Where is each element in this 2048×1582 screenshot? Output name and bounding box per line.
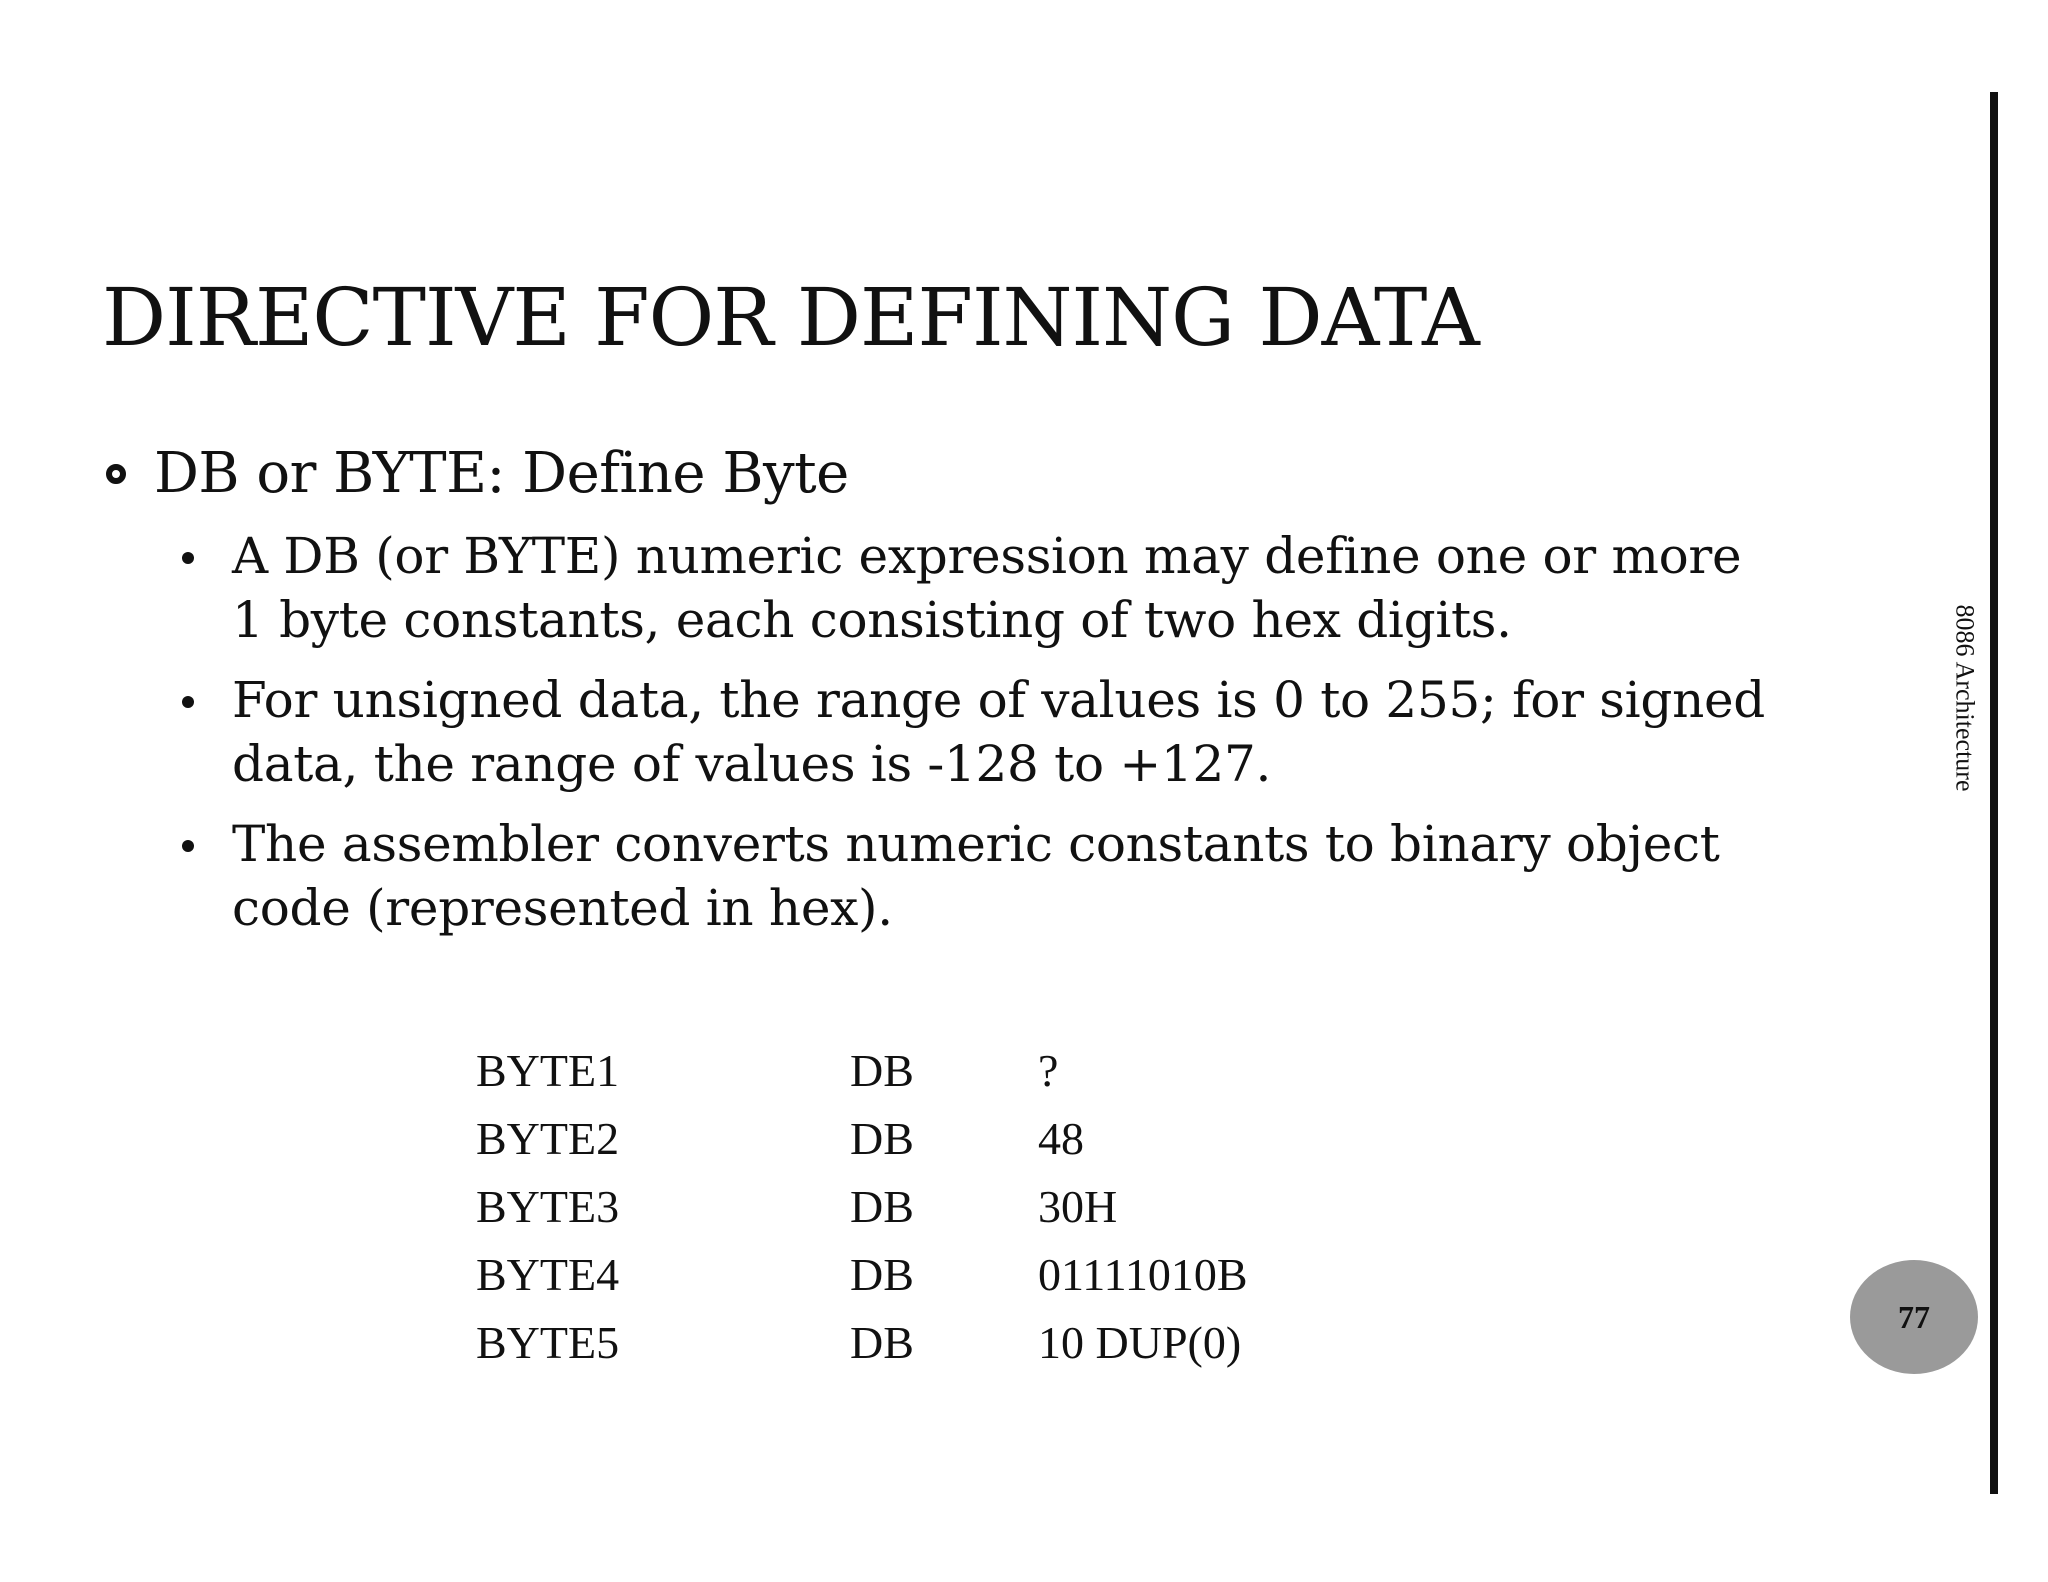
code-value: 48	[1038, 1112, 1084, 1164]
code-directive: DB	[850, 1044, 914, 1096]
code-label: BYTE5	[476, 1316, 620, 1368]
bullet-text: For unsigned data, the range of values is 0 to 255; for signed data, the range of values is -128 to +127.	[232, 671, 1765, 793]
ring-bullet-icon	[106, 464, 126, 484]
bullet-item	[178, 668, 1778, 796]
code-label: BYTE4	[476, 1248, 620, 1300]
code-row	[476, 1308, 1248, 1376]
code-directive: DB	[850, 1112, 914, 1164]
code-value: 10 DUP(0)	[1038, 1316, 1242, 1368]
code-directive: DB	[850, 1180, 914, 1232]
level1-item	[106, 441, 849, 506]
vertical-divider	[1990, 92, 1998, 1494]
code-label: BYTE1	[476, 1044, 620, 1096]
bullet-text: A DB (or BYTE) numeric expression may define one or more 1 byte constants, each consisting of two hex digits.	[232, 527, 1742, 649]
bullet-dot-icon	[182, 696, 194, 708]
code-example	[476, 1036, 1248, 1376]
bullet-dot-icon	[182, 552, 194, 564]
slide-title: DIRECTIVE FOR DEFINING DATA	[102, 271, 1479, 364]
side-caption-text: 8086 Architecture	[1950, 604, 1979, 792]
page-number: 77	[1898, 1298, 1930, 1335]
bullet-text: The assembler converts numeric constants to binary object code (represented in hex).	[232, 815, 1720, 937]
side-caption	[1944, 588, 1984, 808]
page-number-badge	[1850, 1260, 1978, 1374]
bullet-item	[178, 812, 1778, 940]
code-label: BYTE2	[476, 1112, 620, 1164]
code-row	[476, 1036, 1248, 1104]
bullet-item	[178, 524, 1778, 652]
code-label: BYTE3	[476, 1180, 620, 1232]
code-directive: DB	[850, 1248, 914, 1300]
code-directive: DB	[850, 1316, 914, 1368]
code-value: 30H	[1038, 1180, 1118, 1232]
code-row	[476, 1240, 1248, 1308]
code-value: 01111010B	[1038, 1248, 1248, 1300]
code-row	[476, 1172, 1248, 1240]
code-value: ?	[1038, 1044, 1059, 1096]
code-row	[476, 1104, 1248, 1172]
bullet-list	[178, 524, 1778, 956]
bullet-dot-icon	[182, 840, 194, 852]
level1-text: DB or BYTE: Define Byte	[154, 441, 849, 506]
